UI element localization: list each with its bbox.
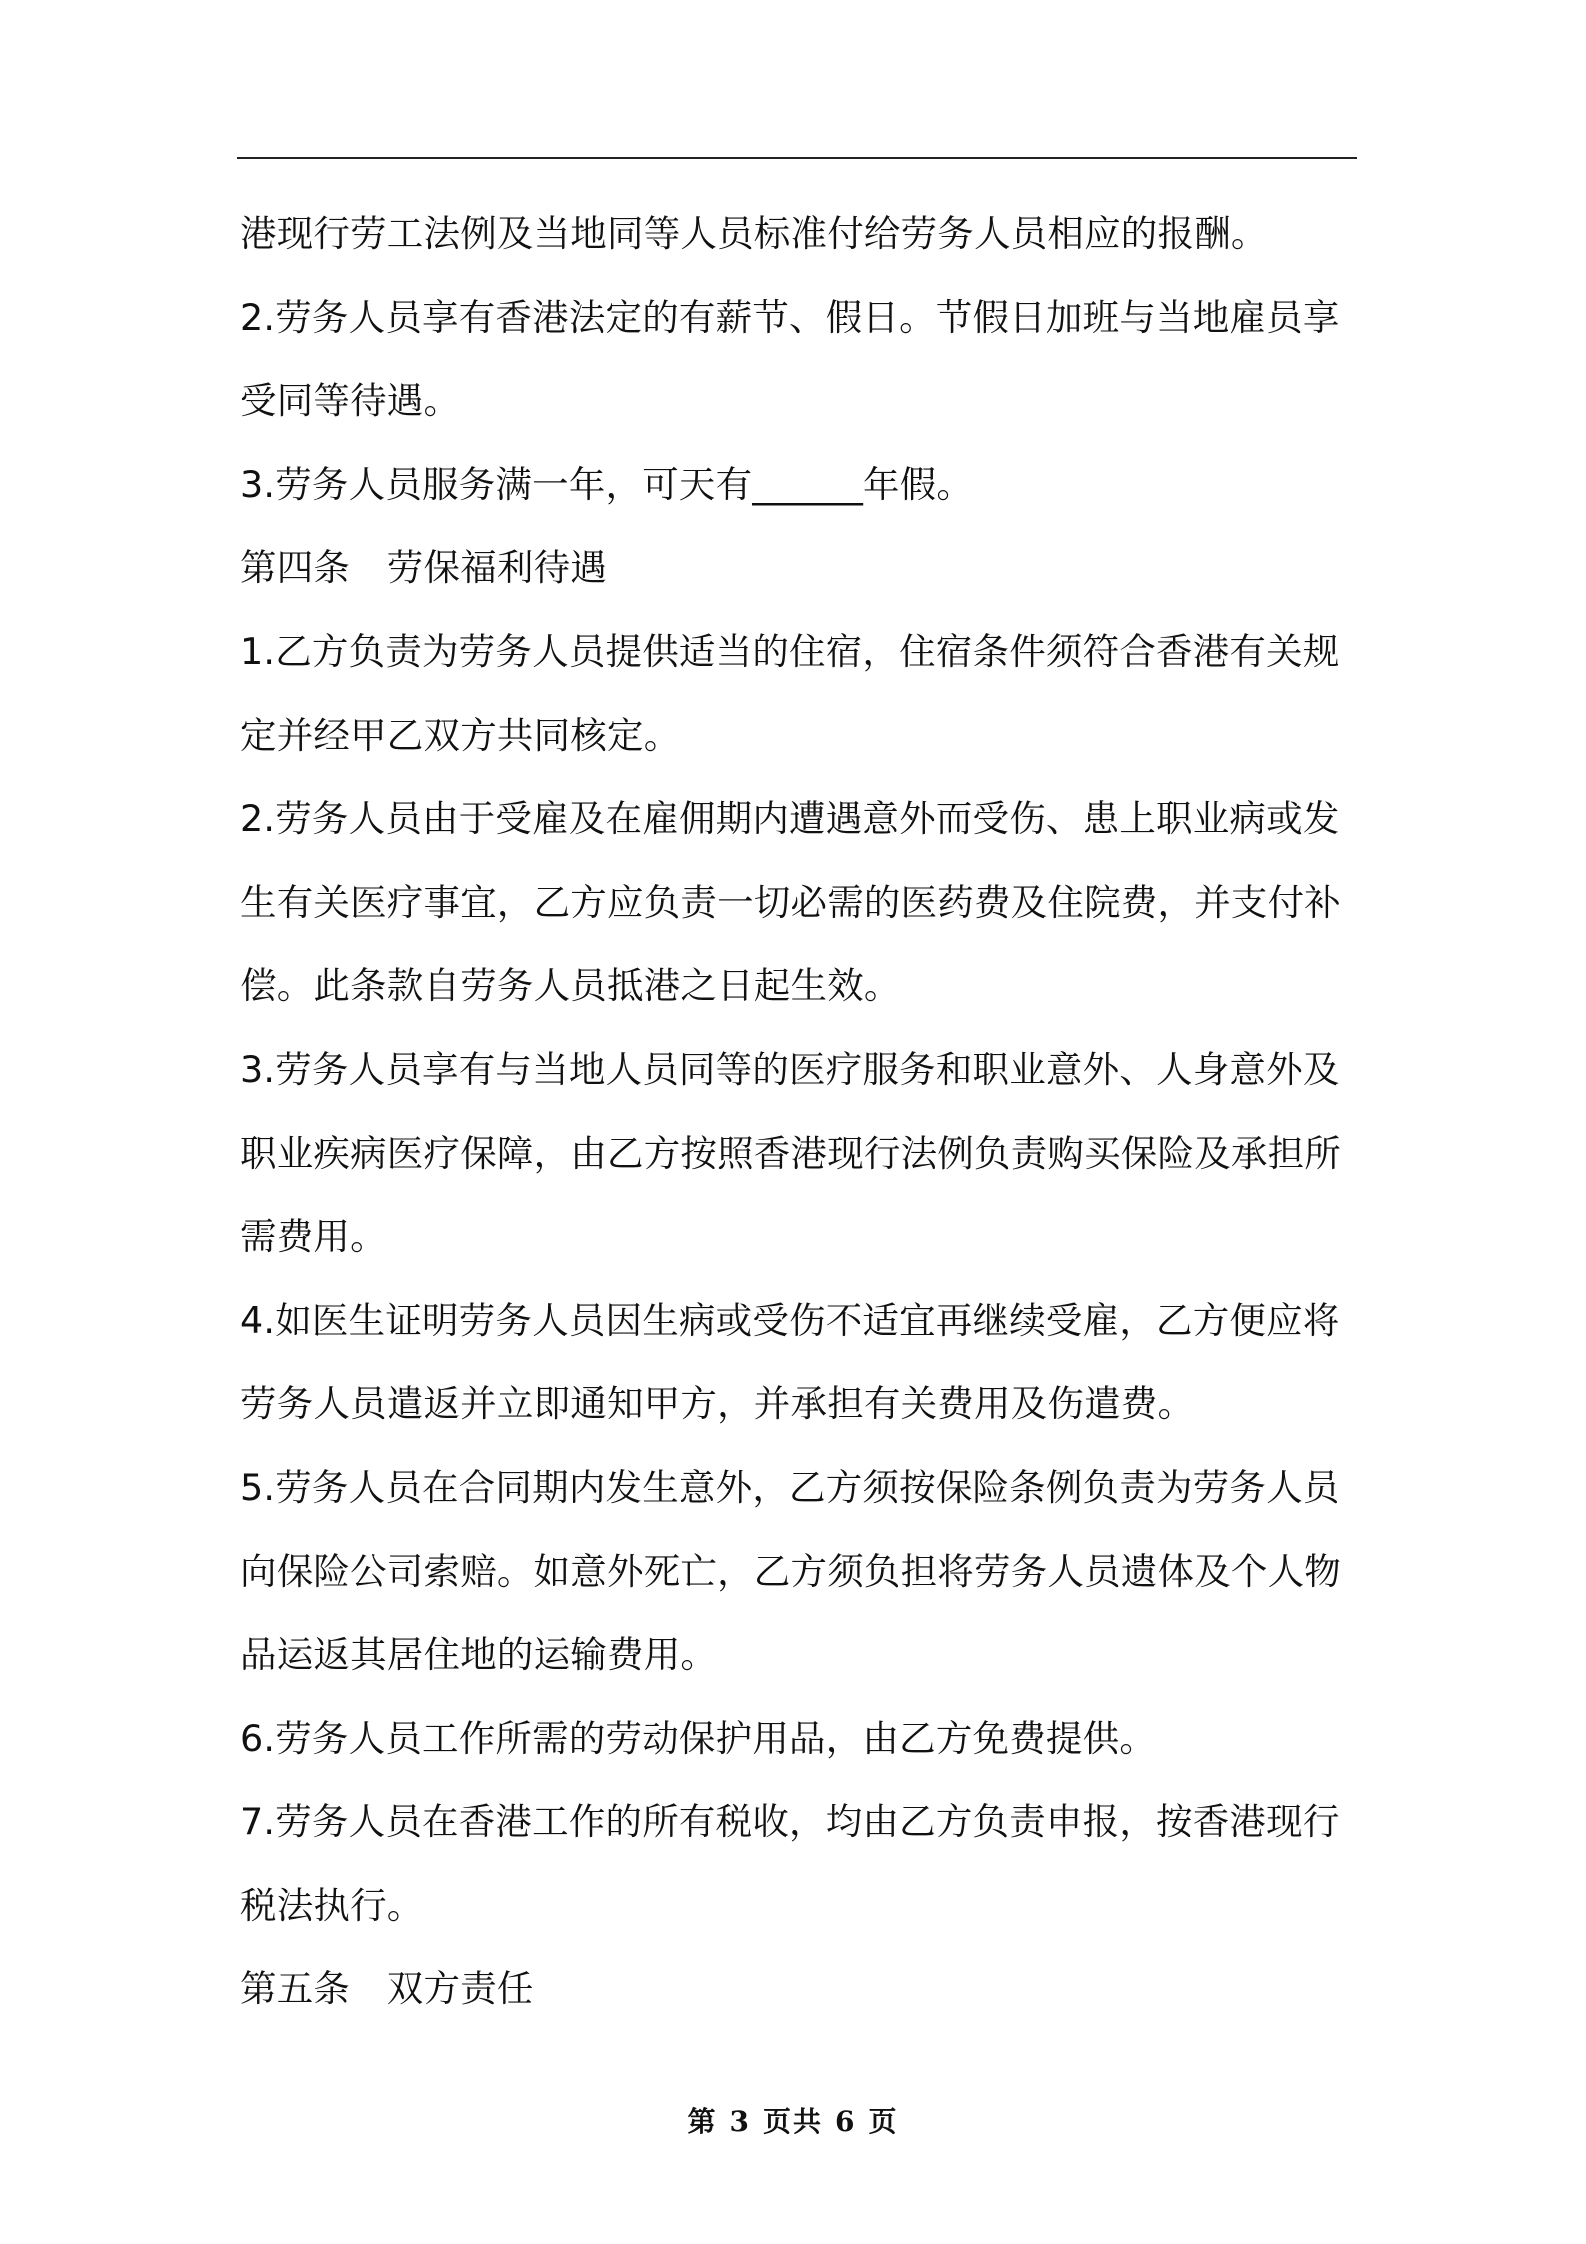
page-number-footer: [0, 2100, 1586, 2140]
footer-suffix: 页: [868, 2105, 899, 2138]
text-line: 1.乙方负责为劳务人员提供适当的住宿，住宿条件须符合香港有关规: [240, 629, 1340, 673]
text-line: 7.劳务人员在香港工作的所有税收，均由乙方负责申报，按香港现行: [240, 1800, 1340, 1844]
text-line: 品运返其居住地的运输费用。: [240, 1633, 718, 1677]
text-line: 6.劳务人员工作所需的劳动保护用品，由乙方免费提供。: [240, 1716, 1157, 1760]
text-line: 向保险公司索赔。如意外死亡，乙方须负担将劳务人员遗体及个人物: [240, 1549, 1341, 1593]
footer-middle: 页共: [762, 2105, 823, 2138]
text-line: 职业疾病医疗保障，由乙方按照香港现行法例负责购买保险及承担所: [240, 1131, 1341, 1175]
text-line: 2.劳务人员由于受雇及在雇佣期内遭遇意外而受伤、患上职业病或发: [240, 797, 1340, 841]
text-line: 3.劳务人员享有与当地人员同等的医疗服务和职业意外、人身意外及: [240, 1047, 1340, 1091]
text-line: 生有关医疗事宜，乙方应负责一切必需的医药费及住院费，并支付补: [240, 880, 1341, 924]
text-line: 受同等待遇。: [240, 379, 461, 423]
document-body: [240, 192, 1360, 2031]
text-line: 劳务人员遣返并立即通知甲方，并承担有关费用及伤遣费。: [240, 1382, 1195, 1426]
text-line: 偿。此条款自劳务人员抵港之日起生效。: [240, 964, 901, 1008]
header-rule: [237, 157, 1357, 159]
text-line: 税法执行。: [240, 1883, 424, 1927]
text-line: 定并经甲乙双方共同核定。: [240, 713, 681, 757]
text-line: 2.劳务人员享有香港法定的有薪节、假日。节假日加班与当地雇员享: [240, 295, 1340, 339]
text-line: 5.劳务人员在合同期内发生意外，乙方须按保险条例负责为劳务人员: [240, 1465, 1340, 1509]
text-line: 4.如医生证明劳务人员因生病或受伤不适宜再继续受雇，乙方便应将: [240, 1298, 1340, 1342]
section-heading: 第五条 双方责任: [240, 1967, 534, 2011]
text-line: 需费用。: [240, 1215, 387, 1259]
text-line: 港现行劳工法例及当地同等人员标准付给劳务人员相应的报酬。: [240, 212, 1268, 255]
section-heading: 第四条 劳保福利待遇: [240, 546, 607, 590]
footer-prefix: 第: [687, 2105, 718, 2138]
footer-page-number: 3: [729, 2105, 751, 2138]
footer-total-pages: 6: [835, 2105, 857, 2138]
text-line: 3.劳务人员服务满一年，可天有______年假。: [240, 462, 974, 506]
